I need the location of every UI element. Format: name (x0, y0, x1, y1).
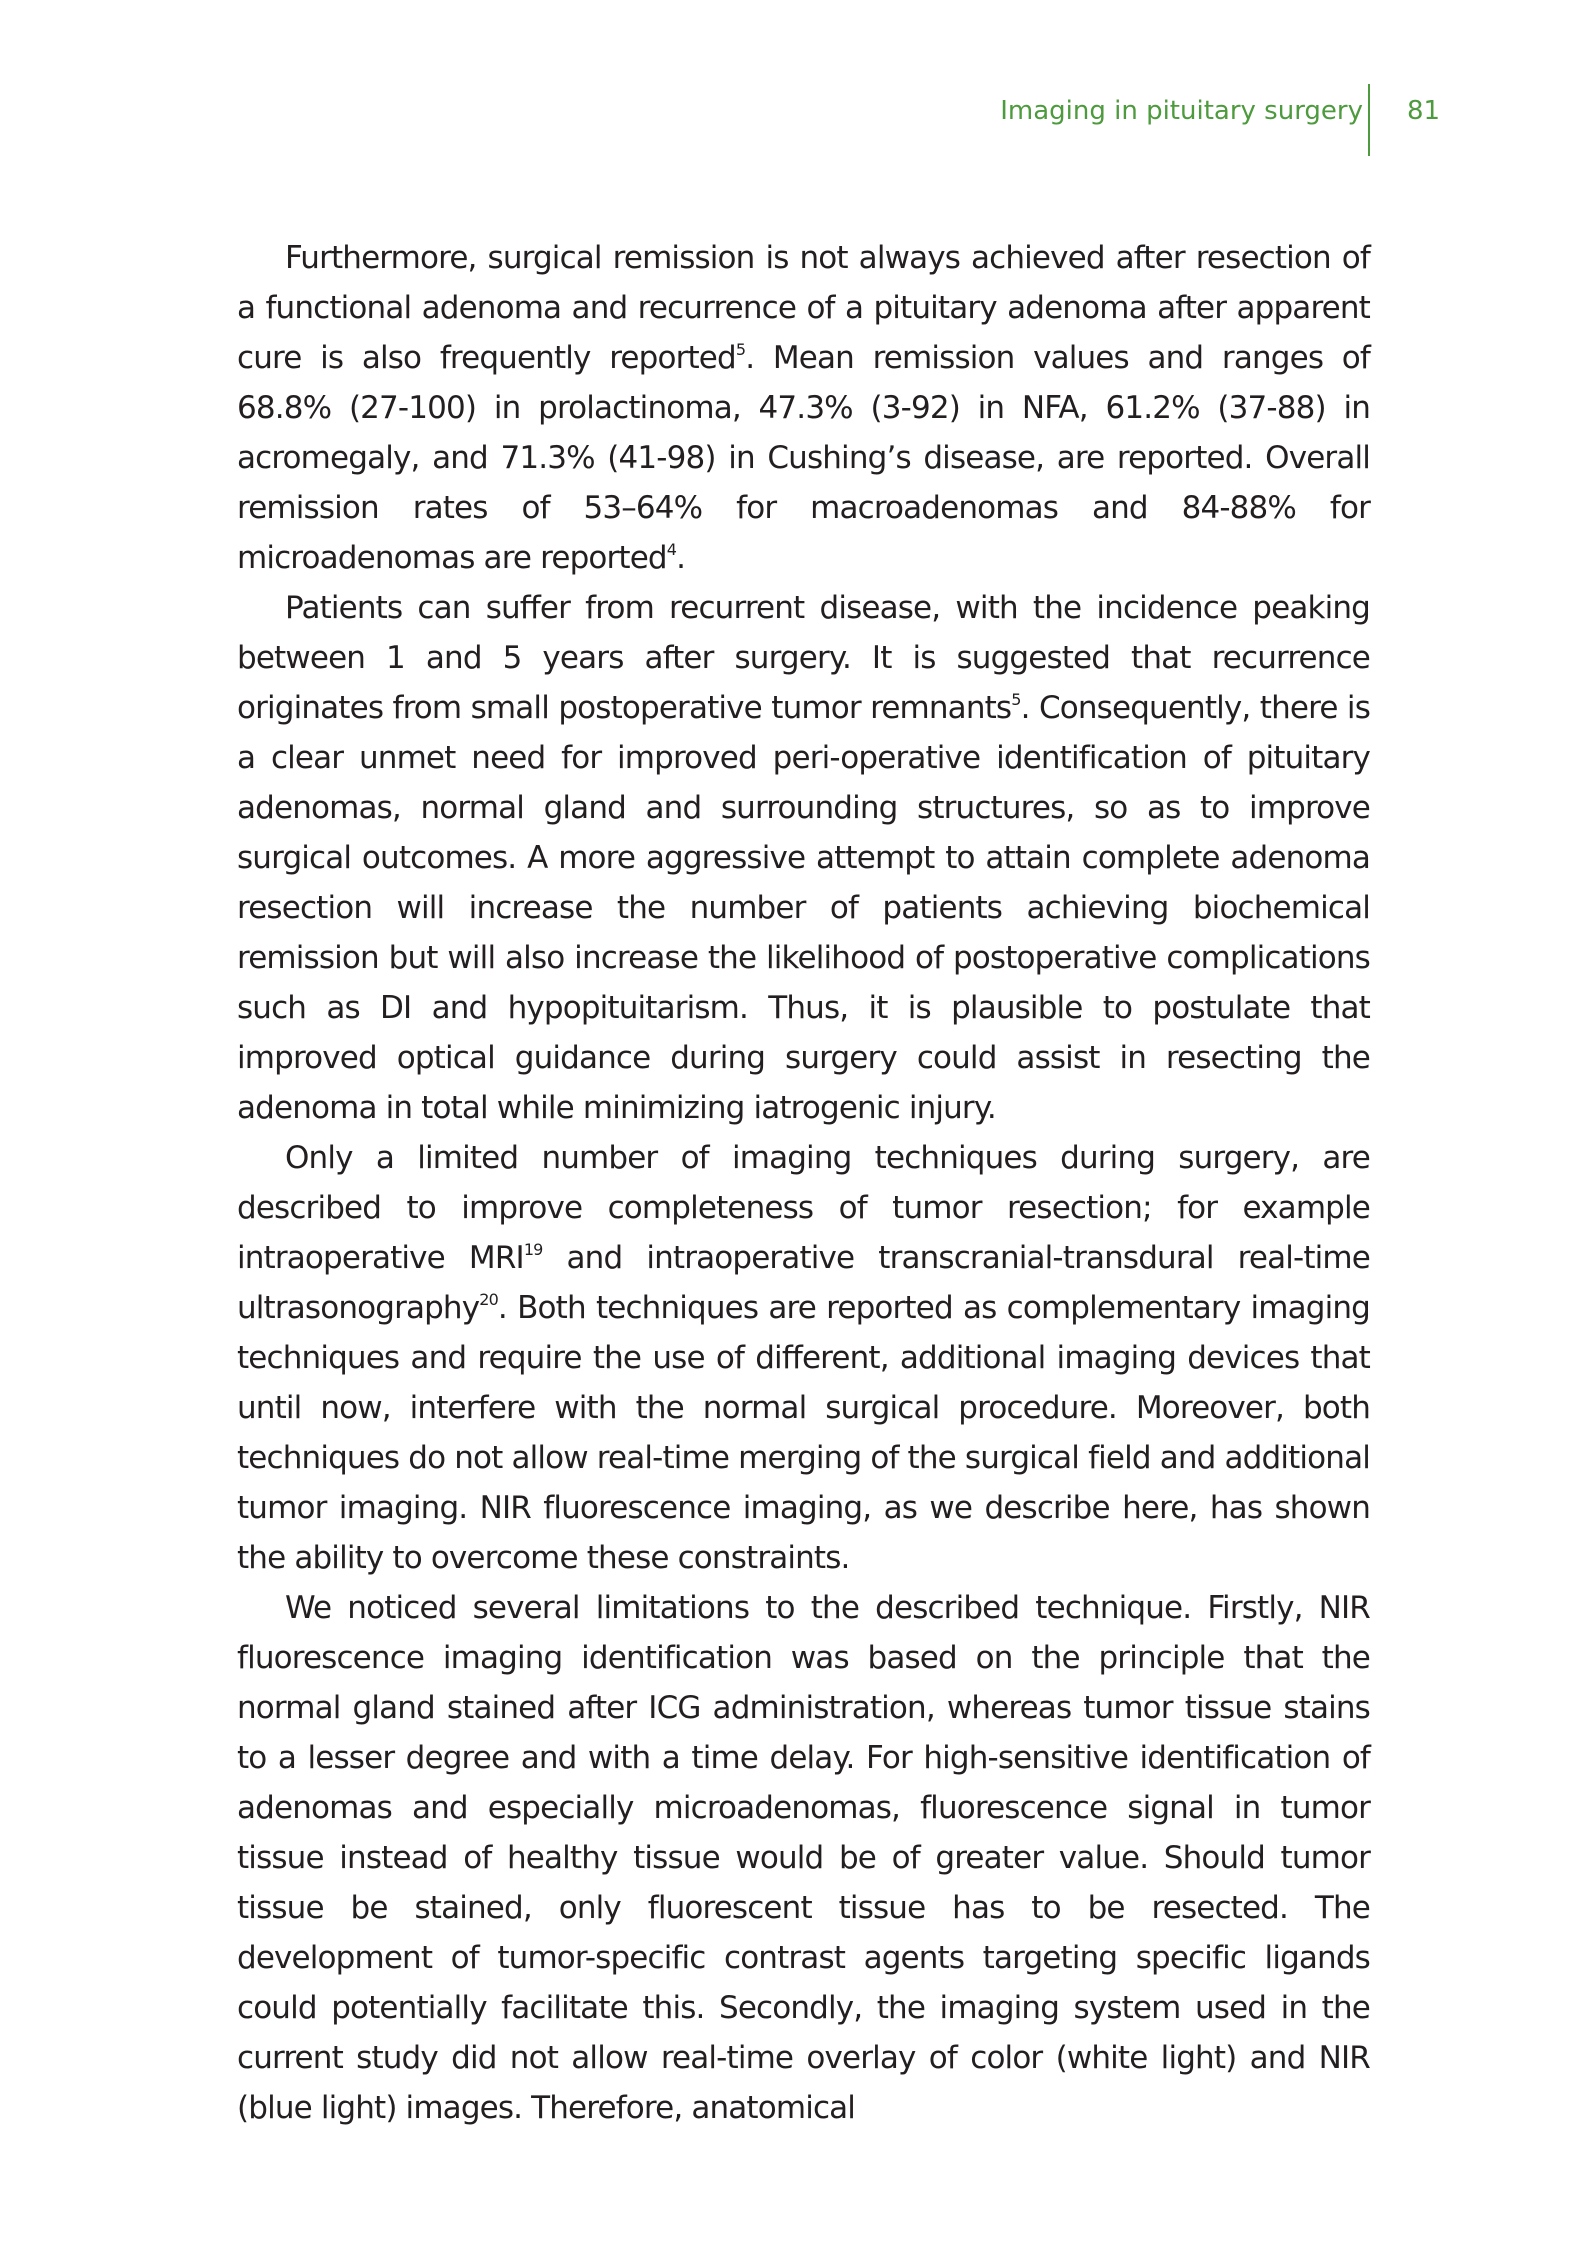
citation-ref: 19 (523, 1240, 543, 1259)
running-title: Imaging in pituitary surgery (1000, 96, 1363, 126)
citation-ref: 20 (479, 1290, 498, 1309)
citation-ref: 5 (735, 340, 746, 359)
citation-ref: 5 (1011, 690, 1021, 709)
paragraph (237, 583, 1370, 1133)
paragraph (237, 1583, 1370, 2133)
text-run: . Mean remission values and ranges of 68.8% (27-100) in prolactinoma, 47.3% (3-92) in NFA, 61.2% (37-88) in acromegaly, and 71.3% (41-98) in Cushing’s disease, are reported. Overall remission rates of 53–64% for macroadenomas and 84-88% for microadenomas are reported (237, 340, 1370, 576)
text-run: . Both techniques are reported as complementary imaging techniques and require the use of different, additional imaging devices that until now, interfere with the normal surgical procedure. Moreover, both techniques do not allow real-time merging of the surgical field and additional tumor imaging. NIR fluorescence imaging, as we describe here, has shown the ability to overcome these constraints. (237, 1290, 1370, 1576)
text-run: . (676, 540, 686, 576)
text-run: . Consequently, there is a clear unmet need for improved peri-operative identification of pituitary adenomas, normal gland and surrounding structures, so as to improve surgical outcomes. A more aggressive attempt to attain complete adenoma resection will increase the number of patients achieving biochemical remission but will also increase the likelihood of postoperative complications such as DI and hypopituitarism. Thus, it is plausible to postulate that improved optical guidance during surgery could assist in resecting the adenoma in total while minimizing iatrogenic injury. (237, 690, 1370, 1126)
page-number: 81 (1407, 96, 1441, 126)
text-run: Patients can suffer from recurrent disease, with the incidence peaking between 1 and 5 years after surgery. It is suggested that recurrence originates from small postoperative tumor remnants (237, 590, 1370, 726)
paragraph (237, 1133, 1370, 1583)
text-run: and intraoperative transcranial-transdural real-time ultrasonography (237, 1240, 1370, 1326)
header-divider (1368, 84, 1370, 156)
body-text (237, 233, 1370, 2133)
citation-ref: 4 (666, 540, 677, 559)
paragraph (237, 233, 1370, 583)
text-run: Only a limited number of imaging techniques during surgery, are described to improve completeness of tumor resection; for example intraoperative MRI (237, 1140, 1370, 1276)
text-run: We noticed several limitations to the described technique. Firstly, NIR fluorescence imaging identification was based on the principle that the normal gland stained after ICG administration, whereas tumor tissue stains to a lesser degree and with a time delay. For high-sensitive identification of adenomas and especially microadenomas, fluorescence signal in tumor tissue instead of healthy tissue would be of greater value. Should tumor tissue be stained, only fluorescent tissue has to be resected. The development of tumor-specific contrast agents targeting specific ligands could potentially facilitate this. Secondly, the imaging system used in the current study did not allow real-time overlay of color (white light) and NIR (blue light) images. Therefore, anatomical (237, 1590, 1370, 2126)
text-run: Furthermore, surgical remission is not always achieved after resection of a functional adenoma and recurrence of a pituitary adenoma after apparent cure is also frequently reported (237, 240, 1370, 376)
